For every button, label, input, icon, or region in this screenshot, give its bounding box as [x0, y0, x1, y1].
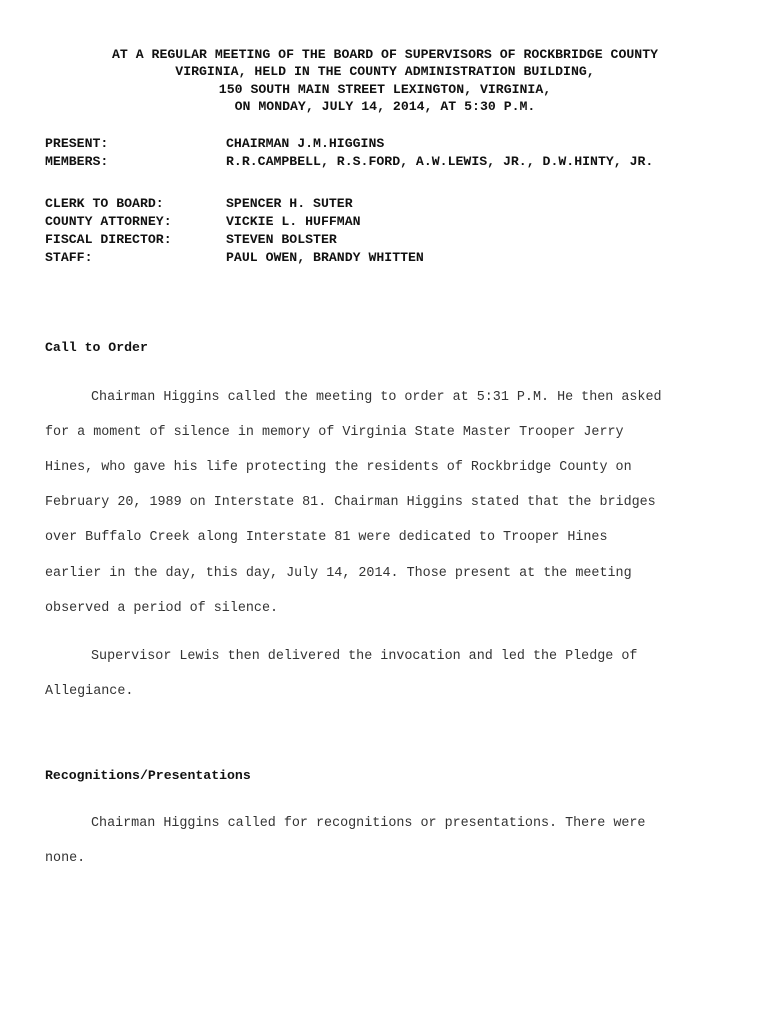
staff-label: CLERK TO BOARD:: [45, 196, 164, 211]
paragraph-line: Supervisor Lewis then delivered the invocation and led the Pledge of: [91, 649, 638, 664]
staff-label: FISCAL DIRECTOR:: [45, 232, 172, 247]
header-line-2: VIRGINIA, HELD IN THE COUNTY ADMINISTRATION BUILDING,: [175, 64, 595, 80]
staff-value: STEVEN BOLSTER: [226, 232, 337, 247]
meeting-header: [0, 46, 770, 116]
paragraph-line: Hines, who gave his life protecting the residents of Rockbridge County on: [45, 460, 632, 475]
staff-row-staff: [45, 249, 745, 267]
attendance-row-members: [45, 153, 745, 171]
paragraph-line: for a moment of silence in memory of Virginia State Master Trooper Jerry: [45, 425, 624, 440]
staff-value: SPENCER H. SUTER: [226, 196, 353, 211]
paragraph-line: earlier in the day, this day, July 14, 2014. Those present at the meeting: [45, 566, 632, 581]
section-heading-call-to-order: Call to Order: [45, 340, 148, 355]
paragraph-line: observed a period of silence.: [45, 601, 279, 616]
attendance-label: MEMBERS:: [45, 154, 109, 169]
staff-row-clerk: [45, 195, 745, 213]
attendance-label: PRESENT:: [45, 136, 109, 151]
staff-value: VICKIE L. HUFFMAN: [226, 214, 361, 229]
attendance-value: R.R.CAMPBELL, R.S.FORD, A.W.LEWIS, JR., D.W.HINTY, JR.: [226, 154, 654, 169]
attendance-value: CHAIRMAN J.M.HIGGINS: [226, 136, 385, 151]
staff-label: STAFF:: [45, 250, 93, 265]
paragraph-line: Allegiance.: [45, 684, 134, 699]
paragraph-line: none.: [45, 851, 86, 866]
paragraph-line: over Buffalo Creek along Interstate 81 were dedicated to Trooper Hines: [45, 530, 608, 545]
attendance-block: [45, 135, 745, 171]
staff-label: COUNTY ATTORNEY:: [45, 214, 172, 229]
attendance-row-present: [45, 135, 745, 153]
header-line-4: ON MONDAY, JULY 14, 2014, AT 5:30 P.M.: [234, 99, 536, 115]
staff-value: PAUL OWEN, BRANDY WHITTEN: [226, 250, 424, 265]
staff-row-attorney: [45, 213, 745, 231]
staff-block: [45, 195, 745, 267]
header-line-1: AT A REGULAR MEETING OF THE BOARD OF SUPERVISORS OF ROCKBRIDGE COUNTY: [111, 47, 659, 62]
paragraph-line: February 20, 1989 on Interstate 81. Chairman Higgins stated that the bridges: [45, 495, 656, 510]
header-line-3: 150 SOUTH MAIN STREET LEXINGTON, VIRGINIA,: [218, 81, 552, 97]
staff-row-fiscal: [45, 231, 745, 249]
section-heading-recognitions: Recognitions/Presentations: [45, 768, 251, 783]
paragraph-line: Chairman Higgins called the meeting to order at 5:31 P.M. He then asked: [91, 390, 662, 405]
paragraph-line: Chairman Higgins called for recognitions or presentations. There were: [91, 816, 646, 831]
